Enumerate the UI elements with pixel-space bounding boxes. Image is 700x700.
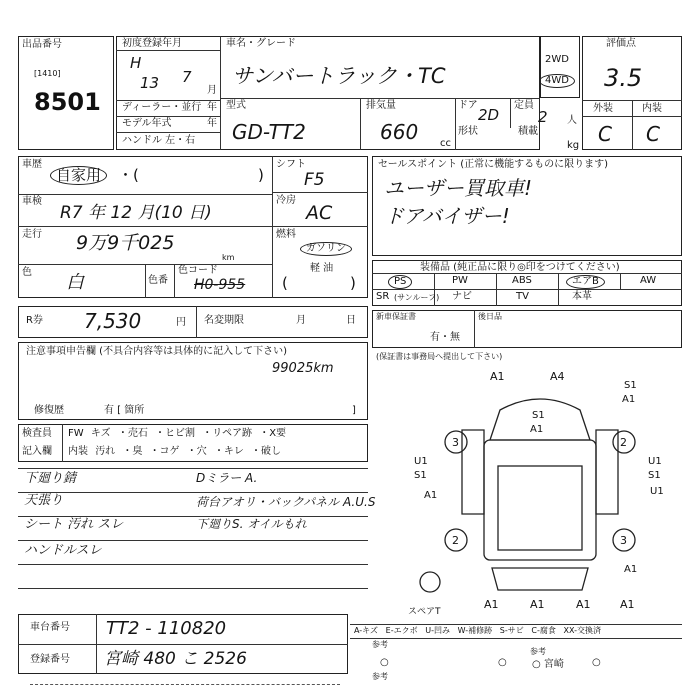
inspection-value: R7 年 12 月(10 日)	[60, 203, 212, 223]
comment-1: 下廻り錆	[24, 471, 77, 486]
equip-sr: SR	[376, 291, 390, 302]
inspector-hole: ・穴	[186, 446, 207, 457]
model-year-label: モデル年式	[122, 118, 172, 129]
mark-bottom-3: A1	[576, 598, 591, 611]
door-label: ドア	[458, 100, 478, 111]
exterior-label: 外装	[593, 103, 613, 114]
notes-label: 注意事項申告欄 (不具合内容等は具体的に記入して下さい)	[26, 346, 287, 357]
history-value: 自家用	[50, 166, 107, 185]
shift-label: シフト	[276, 159, 306, 170]
mark-side-6: S1	[414, 470, 427, 481]
inspector-tear: ・破し	[251, 446, 282, 457]
fuel-paren-open: (	[282, 274, 288, 292]
type-label: 型式	[226, 100, 246, 111]
color-code-label: 色コード	[178, 265, 218, 276]
equipment-label: 装備品 (純正品に限り◎印をつけてください)	[420, 262, 620, 273]
recycle-value: 7,530	[84, 309, 142, 333]
load-label: 積載	[518, 126, 538, 137]
inspector-chip: ・売石	[117, 428, 148, 439]
color-label: 色	[22, 267, 32, 278]
repair-value: 有 [ 箇所	[104, 405, 145, 416]
year-unit: 年	[207, 102, 217, 113]
first-reg-label: 初度登録年月	[122, 38, 182, 49]
recycle-label: R券	[26, 315, 43, 326]
chassis-value: TT2 - 110820	[106, 618, 227, 639]
chassis-label: 車台番号	[30, 622, 70, 633]
reg-value: 宮崎 480 こ 2526	[104, 649, 247, 669]
warranty-label: 新車保証書	[376, 312, 416, 321]
carname-label: 車名・グレード	[226, 38, 296, 49]
equip-sr-sub: (サンルーフ)	[394, 293, 440, 302]
mark-side-9: A1	[424, 490, 438, 501]
wheel-num-1: 3	[452, 436, 459, 449]
recycle-box	[18, 306, 368, 338]
history-dot: ・(	[118, 166, 139, 184]
inspector-fw: FW	[68, 428, 84, 439]
inspector-repair: ・リペア跡	[202, 428, 253, 439]
legend-xx: XX-交換済	[563, 626, 601, 635]
legend-c: C-腐食	[531, 626, 556, 635]
score-value: 3.5	[604, 64, 643, 92]
equip-ps: PS	[388, 275, 412, 289]
fuel-value: ガソリン	[300, 242, 352, 256]
footer-mark-1: ○	[380, 657, 389, 668]
color-code-value: H0-955	[194, 277, 246, 293]
lot-label: 出品番号	[22, 39, 62, 50]
inspector-dirt: 汚れ	[95, 446, 116, 457]
inspector-label-2: 記入欄	[22, 446, 52, 457]
capacity-label: 定員	[514, 100, 534, 111]
repair-close: ]	[352, 405, 356, 416]
footer-mark-3: ○	[592, 657, 601, 668]
load-unit: kg	[567, 140, 580, 151]
drive-2wd: 2WD	[545, 54, 569, 65]
equip-pw: PW	[452, 275, 468, 286]
displacement-value: 660	[380, 120, 419, 144]
score-label: 評価点	[606, 38, 636, 49]
interior-label: 内装	[642, 103, 662, 114]
legend-row	[354, 627, 601, 635]
expiry-day: 日	[346, 315, 356, 326]
recycle-unit: 円	[176, 317, 186, 328]
warranty-value: 有・無	[430, 332, 460, 343]
mark-side-3: S1	[532, 410, 545, 421]
expiry-label: 名変期限	[204, 315, 244, 326]
mark-side-4: A1	[530, 424, 544, 435]
later-label: 後日品	[478, 312, 502, 321]
mark-side-2: A1	[622, 394, 636, 405]
mark-bottom-1: A1	[484, 598, 499, 611]
inspector-smell: ・臭	[122, 446, 143, 457]
mileage-unit: km	[222, 253, 235, 262]
dealer-label: ディーラー・並行	[122, 102, 202, 113]
cooling-value: AC	[306, 202, 333, 224]
footer-pref: ○ 宮崎	[532, 659, 564, 670]
era: H	[130, 54, 142, 72]
mark-top-2: A4	[550, 370, 565, 383]
capacity-unit: 人	[567, 115, 577, 126]
inspector-burn: ・コゲ	[149, 446, 180, 457]
comment-right-3: 下廻りS. オイルもれ	[196, 517, 307, 531]
equip-leather: 本革	[572, 291, 592, 302]
wheel-num-2: 2	[620, 436, 627, 449]
inspector-crack: ・ヒビ割	[155, 428, 196, 439]
comment-right-2: 荷台アオリ・バックパネル A.U.S	[196, 495, 376, 509]
inspector-cut: ・キレ	[213, 446, 244, 457]
warranty-note: (保証書は事務局へ提出して下さい)	[376, 352, 503, 361]
wheel-num-4: 3	[620, 534, 627, 547]
footer-remark: 参考	[530, 647, 546, 656]
fuel-alt: 軽 油	[310, 263, 334, 274]
fuel-label: 燃料	[276, 229, 296, 240]
equip-abs: ABS	[512, 275, 532, 286]
displacement-unit: cc	[440, 138, 451, 149]
inspector-row-2	[68, 447, 285, 457]
footer-mark-2: ○	[498, 657, 507, 668]
mileage-label: 走行	[22, 229, 42, 240]
mark-bottom-4: A1	[620, 598, 635, 611]
exterior-value: C	[598, 122, 612, 146]
legend-u: U-凹み	[425, 626, 451, 635]
sales-points-label: セールスポイント (正常に機能するものに限ります)	[378, 159, 609, 170]
mark-side-8: S1	[648, 470, 661, 481]
sales-point-2: ドアバイザー!	[384, 204, 510, 228]
shift-value: F5	[304, 170, 325, 190]
wheel-num-3: 2	[452, 534, 459, 547]
equip-tv: TV	[516, 291, 529, 302]
mark-side-10: U1	[650, 486, 664, 497]
warranty-box	[372, 310, 682, 348]
model-year-unit: 年	[207, 118, 217, 129]
inspector-interior: 内装	[68, 446, 88, 457]
capacity-value: 2	[538, 108, 548, 126]
color-value: 白	[66, 272, 84, 293]
car-damage-diagram	[400, 368, 682, 618]
expiry-month: 月	[296, 315, 306, 326]
legend-w: W-補修跡	[457, 626, 493, 635]
comment-right-1: Dミラー A.	[196, 471, 258, 485]
color-no-label: 色番	[148, 275, 168, 286]
fuel-paren-close: )	[350, 274, 356, 292]
type-value: GD-TT2	[232, 120, 306, 144]
inspection-label: 車検	[22, 196, 42, 207]
inspector-x: ・X要	[259, 428, 287, 439]
door-value: 2D	[478, 106, 500, 124]
mark-top-1: A1	[490, 370, 505, 383]
sales-point-1: ユーザー買取車!	[384, 176, 533, 200]
carname-value: サンバートラック・TC	[232, 64, 446, 88]
drive-4wd: 4WD	[539, 74, 575, 88]
equip-aw: AW	[640, 275, 657, 286]
notes-mileage: 99025km	[272, 361, 334, 376]
month: 7	[182, 68, 192, 86]
mark-side-7: U1	[648, 456, 662, 467]
inspector-scratch: キズ	[90, 428, 111, 439]
equip-navi: ナビ	[452, 291, 472, 302]
month-unit: 月	[207, 85, 217, 96]
legend-remark: 参考	[372, 640, 388, 649]
lot-number: 8501	[34, 88, 101, 116]
mark-side-1: S1	[624, 380, 637, 391]
displacement-label: 排気量	[366, 100, 396, 111]
comment-2: 天張り	[24, 493, 64, 508]
mark-bottom-2: A1	[530, 598, 545, 611]
inspector-label: 検査員	[22, 428, 52, 439]
history-label: 車歴	[22, 159, 42, 170]
repair-label: 修復歴	[34, 405, 64, 416]
cooling-label: 冷房	[276, 195, 296, 206]
year: 13	[140, 74, 160, 92]
comment-3: シート 汚れ スレ	[24, 517, 124, 532]
lot-bracket: [1410]	[34, 69, 61, 78]
history-close: )	[258, 166, 264, 184]
handle-label: ハンドル 左・右	[122, 135, 196, 146]
legend-remark-2: 参考	[372, 672, 388, 681]
mark-side-11: A1	[624, 564, 638, 575]
legend-e: E-エクボ	[385, 626, 418, 635]
interior-value: C	[646, 122, 660, 146]
drive-box	[540, 36, 580, 98]
spare-label: スペアT	[408, 607, 441, 617]
shape-label: 形状	[458, 126, 478, 137]
reg-label: 登録番号	[30, 654, 70, 665]
mark-side-5: U1	[414, 456, 428, 467]
equip-airbag: エアB	[566, 275, 605, 289]
legend-s: S-サビ	[499, 626, 524, 635]
inspector-row-1	[68, 429, 290, 439]
legend-a: A-キズ	[354, 626, 379, 635]
mileage-value: 9万9千025	[76, 232, 175, 254]
comment-4: ハンドルスレ	[24, 543, 102, 558]
